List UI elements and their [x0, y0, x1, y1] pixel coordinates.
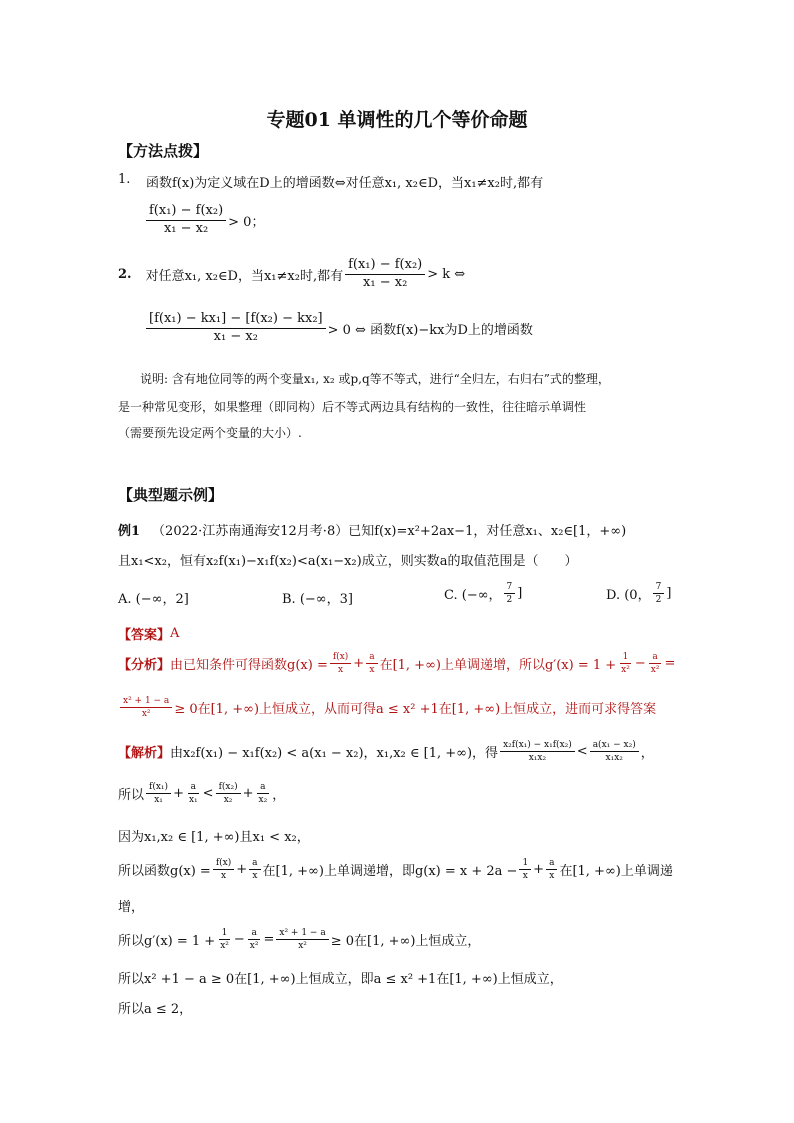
example-line-1: 例1 （2022·江苏南通海安12月考·8）已知f(x)=x²+2ax−1，对任意x₁、x₂∈[1，+∞): [118, 524, 627, 539]
analysis-line-2: $\frac{\text{x² + 1 − a}}{\text{x²}}$ ≥ 0在[1, +∞)上恒成立，从而可得a ≤ x² +1在[1, +∞)上恒成立，进而可求得答案: [118, 696, 656, 720]
point-1-formula: $\frac{\text{f(x₁) − f(x₂)}}{\text{x₁ − x₂}}$ > 0；: [144, 204, 264, 237]
solution-line-2: 所以 $\frac{\text{f(x₁)}}{\text{x₁}}$ + $\frac{a}{\text{x₁}}$ < $\frac{\text{f(x₂)}}{\text{x₂}}$ + $\frac{a}{\text{x₂}}$ ，: [118, 782, 286, 806]
point-2-fraction-2: $\frac{\text{[f(x₁) − kx₁] − [f(x₂) − kx₂]}}{\text{x₁ − x₂}}$: [146, 312, 326, 345]
option-b: B. (−∞，3]: [282, 592, 353, 607]
option-c-fraction: $\frac{7}{2}$: [504, 582, 516, 606]
point-1-fraction: $\frac{\text{f(x₁) − f(x₂)}}{\text{x₁ − x₂}}$: [146, 204, 226, 237]
point-2-line1: 2. 对任意x₁, x₂∈D，当x₁≠x₂时,都有 $\frac{\text{f(x₁) − f(x₂)}}{\text{x₁ − x₂}}$ > k ⇔: [118, 257, 466, 290]
solution-line-3: 因为x₁,x₂ ∈ [1, +∞)且x₁ < x₂，: [118, 830, 310, 845]
note-line-3: （需要预先设定两个变量的大小）.: [118, 426, 302, 440]
option-d: D. (0， $\frac{7}{2}$ ]: [606, 582, 672, 606]
option-d-fraction: $\frac{7}{2}$: [653, 582, 665, 606]
solution-line-5: 增，: [118, 900, 145, 915]
point-1-number: 1.: [118, 172, 131, 187]
solution-line-1: 【解析】 由x₂f(x₁) − x₁f(x₂) < a(x₁ − x₂)，x₁,x₂ ∈ [1, +∞)，得 $\frac{\text{x₂f(x₁) − x₁f(x₂)}}{\text{x₁x₂}}$ < $\frac{\text{a(x₁ − x₂)}}{\text{x₁x₂}}$ ，: [118, 740, 654, 764]
example-header: 【典型题示例】: [118, 486, 224, 504]
option-a: A. (−∞，2]: [118, 592, 189, 607]
point-1-text: 函数f(x)为定义域在D上的增函数⇔对任意x₁, x₂∈D，当x₁≠x₂时,都有: [146, 176, 544, 191]
example-line-2: 且x₁<x₂，恒有x₂f(x₁)−x₁f(x₂)<a(x₁−x₂)成立，则实数a的取值范围是（ ）: [118, 554, 578, 569]
analysis-line-1: 【分析】 由已知条件可得函数g(x) = $\frac{f(x)}{x}$ + $\frac{a}{x}$ 在[1, +∞)上单调递增，所以g′(x) = 1 + $\frac{1}{\text{x²}}$ − $\frac{a}{\text{x²}}$ =: [118, 652, 676, 676]
solution-line-7: 所以x² +1 − a ≥ 0在[1, +∞)上恒成立，即a ≤ x² +1在[1, +∞)上恒成立，: [118, 972, 563, 987]
solution-line-8: 所以a ≤ 2，: [118, 1002, 193, 1017]
option-c: C. (−∞， $\frac{7}{2}$ ]: [444, 582, 523, 606]
note-line-1: 说明: 含有地位同等的两个变量x₁, x₂ 或p,q等不等式，进行“全归左，右归右”式的整理，: [140, 372, 610, 386]
solution-line-4: 所以函数g(x) = $\frac{f(x)}{x}$ + $\frac{a}{x}$ 在[1, +∞)上单调递增，即g(x) = x + 2a − $\frac{1}{x}$ + $\frac{a}{x}$ 在[1, +∞)上单调递: [118, 858, 673, 882]
note-line-2: 是一种常见变形，如果整理（即同构）后不等式两边具有结构的一致性，往往暗示单调性: [118, 400, 587, 414]
page-title: 专题01 单调性的几个等价命题: [266, 109, 528, 131]
method-header: 【方法点拨】: [118, 142, 209, 160]
point-2-fraction: $\frac{\text{f(x₁) − f(x₂)}}{\text{x₁ − x₂}}$: [345, 258, 425, 291]
answer: 【答案】 A: [118, 626, 180, 643]
point-2-line2: $\frac{\text{[f(x₁) − kx₁] − [f(x₂) − kx₂]}}{\text{x₁ − x₂}}$ > 0 ⇔ 函数f(x)−kx为D上的增函数: [144, 312, 533, 345]
solution-line-6: 所以g′(x) = 1 + $\frac{1}{\text{x²}}$ − $\frac{a}{\text{x²}}$ = $\frac{\text{x² + 1 − a}}{\text{x²}}$ ≥ 0在[1, +∞)上恒成立，: [118, 928, 481, 952]
